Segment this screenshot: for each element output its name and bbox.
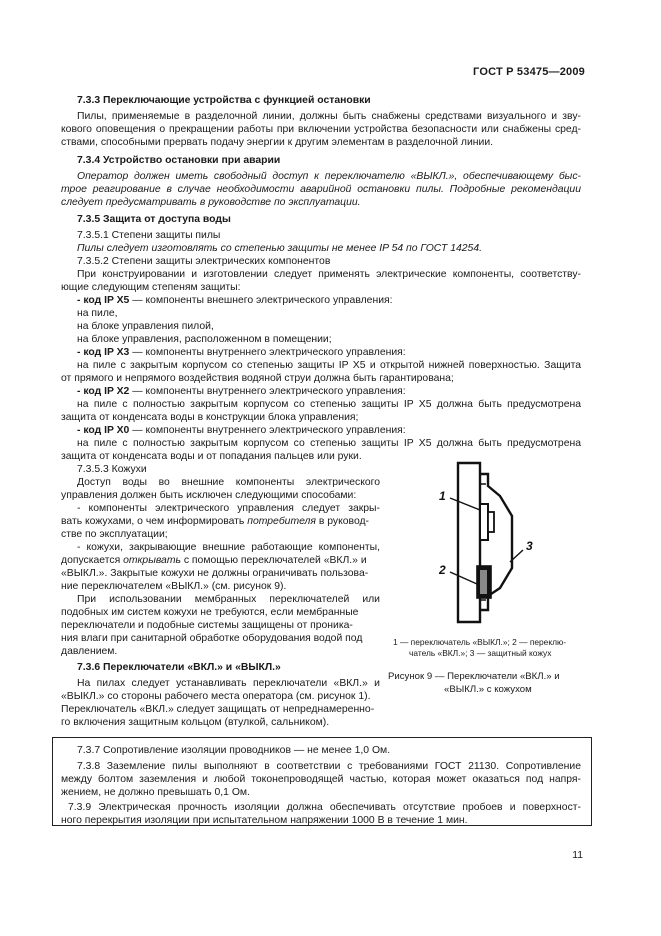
ip-x2-code: - код IP X2 [77, 386, 130, 397]
label-1: 1 [439, 489, 446, 503]
ip-x5-item: на блоке управления пилой, [77, 321, 214, 332]
label-2: 2 [439, 563, 446, 577]
section-7-3-8-line: между болтом заземления и любой токонепроводящей частью, которая может оказаться под напря- [61, 774, 581, 785]
off-switch-button [488, 512, 494, 532]
section-7-3-8-line: жением, не должно превышать 0,1 Ом. [61, 787, 250, 798]
casing-text: допускается [61, 555, 124, 566]
ip-x5-line [77, 295, 393, 307]
section-7-3-8-line: 7.3.8 Заземление пилы выполняют в соответствии с требованиями ГОСТ 21130. Сопротивление [77, 761, 581, 772]
ip-x3-text: от прямого и непрямого воздействия водяной струи должна быть гарантирована; [61, 373, 454, 384]
section-7-3-5-2-line: ющие следующим степеням защиты: [61, 282, 241, 293]
casing-line: «ВЫКЛ.». Закрытые кожухи не должны ограничивать пользова- [61, 568, 369, 579]
ip-x3-code: - код IP X3 [77, 347, 130, 358]
ip-x5-item: на пиле, [77, 308, 118, 319]
casing-line [61, 516, 369, 528]
casing-line: стве по эксплуатации; [61, 529, 168, 540]
label-3: 3 [526, 539, 533, 553]
ip-x2-desc: — компоненты внутреннего электрического управления: [129, 386, 406, 397]
casing-line: давлением. [61, 646, 118, 657]
section-7-3-6-title: 7.3.6 Переключатели «ВКЛ.» и «ВЫКЛ.» [77, 662, 281, 673]
casing-line: переключатели и подобные системы защищены от проника- [61, 620, 353, 631]
casing-line: При использовании мембранных переключателей или [77, 594, 380, 605]
ip-x3-line [77, 347, 406, 359]
ip-x0-desc: — компоненты внутреннего электрического управления: [129, 425, 406, 436]
section-7-3-4-line: трое реагирование в случае необходимости аварийной остановки пилы. Подробные рекомендации [61, 184, 581, 195]
figure-caption: «ВЫКЛ.» с кожухом [444, 684, 532, 695]
ip-x2-text: на пиле с полностью закрытым корпусом со степенью защиты IP X5 должна быть предусмотрена [77, 399, 581, 410]
section-7-3-5-2-title: 7.3.5.2 Степени защиты электрических компонентов [77, 256, 331, 267]
section-7-3-7: 7.3.7 Сопротивление изоляции проводников — не менее 1,0 Ом. [77, 745, 391, 756]
section-7-3-3-line: кового оповещения о прекращении работы при включении устройства безопасности или снабжены сред- [61, 124, 581, 135]
on-switch-face [480, 570, 487, 594]
ip-x2-text: защита от конденсата воды в конструкции блока управления; [61, 412, 359, 423]
ip-x0-line [77, 425, 406, 437]
section-7-3-3-title: 7.3.3 Переключающие устройства с функцией остановки [77, 95, 371, 106]
section-7-3-5-1-title: 7.3.5.1 Степени защиты пилы [77, 230, 221, 241]
casing-line: управления должен быть исключен следующими способами: [61, 490, 357, 501]
ip-x0-code: - код IP X0 [77, 425, 130, 436]
section-7-3-6-line: «ВЫКЛ.» со стороны рабочего места оператора (см. рисунок 1). [61, 691, 371, 702]
ip-x5-code: - код IP X5 [77, 295, 130, 306]
off-switch [480, 504, 488, 540]
section-7-3-3-line: ствами, способными прервать подачу энергии к другим элементам в разделочной линии. [61, 137, 494, 148]
figure-legend: 1 — переключатель «ВЫКЛ.»; 2 — переклю- [393, 637, 567, 647]
page-number: 11 [572, 850, 583, 861]
ip-x5-desc: — компоненты внешнего электрического управления: [129, 295, 393, 306]
casing-line: ние переключателем «ВЫКЛ.» (см. рисунок 9). [61, 581, 287, 592]
ip-x3-text: на пиле с закрытым корпусом со степенью защиты IP X5 и открытой нижней поверхностью. Защита [77, 360, 581, 371]
section-7-3-4-line: Оператор должен иметь свободный доступ к переключателю «ВЫКЛ.», обеспечивающему быс- [77, 171, 581, 182]
section-7-3-5-2-line: При конструировании и изготовлении следует применять электрические компоненты, соответству- [77, 269, 581, 280]
ip-x5-item: на блоке управления, расположенном в помещении; [77, 334, 332, 345]
consumer-term: потребителя [247, 516, 316, 527]
section-7-3-6-line: го включения защитным кольцом (втулкой, сальником). [61, 717, 330, 728]
ip-x2-line [77, 386, 406, 398]
casing-line: - компоненты электрического управления следует закры- [77, 503, 380, 514]
ip-x0-text: защита от конденсата воды и от попадания пальцев или руки. [61, 451, 362, 462]
section-7-3-9-line: 7.3.9 Электрическая прочность изоляции должна обеспечивать отсутствие пробоев и поверхност- [68, 802, 581, 813]
casing-line [61, 555, 367, 567]
section-7-3-4-title: 7.3.4 Устройство остановки при аварии [77, 155, 281, 166]
figure-legend: чатель «ВКЛ.»; 3 — защитный кожух [409, 648, 552, 658]
casing-line: Доступ воды во внешние компоненты электрического [77, 477, 380, 488]
section-7-3-9-line: ного перекрытия изоляции при испытательном напряжении 1000 В в течение 1 мин. [61, 815, 468, 826]
section-7-3-5-3-title: 7.3.5.3 Кожухи [77, 464, 147, 475]
casing-text: в руковод- [315, 516, 370, 527]
section-7-3-6-line: На пилах следует устанавливать переключатели «ВКЛ.» и [77, 678, 380, 689]
ip-x3-desc: — компоненты внутреннего электрического управления: [129, 347, 406, 358]
document-code: ГОСТ Р 53475—2009 [473, 66, 585, 78]
casing-line: ния влаги при санитарной обработке оборудования водой под [61, 633, 363, 644]
casing-line: - кожухи, закрывающие внешние работающие компоненты, [77, 542, 380, 553]
section-7-3-4-line: следует предусматривать в руководстве по эксплуатации. [61, 197, 361, 208]
ip-x0-text: на пиле с полностью закрытым корпусом со степенью защиты IP X5 должна быть предусмотрена [77, 438, 581, 449]
section-7-3-3-line: Пилы, применяемые в разделочной линии, должны быть снабжены средствами визуального и зву- [77, 111, 581, 122]
casing-text: с помощью переключателей «ВКЛ.» и [180, 555, 367, 566]
section-7-3-6-line: Переключатель «ВКЛ.» следует защищать от непреднамеренно- [61, 704, 375, 715]
section-7-3-5-1-text: Пилы следует изготовлять со степенью защиты не менее IP 54 по ГОСТ 14254. [77, 243, 482, 254]
casing-text: вать кожухами, о чем информировать [61, 516, 248, 527]
figure-9-drawing [420, 460, 560, 632]
open-term: открывать [123, 555, 181, 566]
section-7-3-5-title: 7.3.5 Защита от доступа воды [77, 214, 231, 225]
figure-caption: Рисунок 9 — Переключатели «ВКЛ.» и [388, 671, 560, 682]
casing-line: подобных им систем кожухи не требуются, если мембранные [61, 607, 359, 618]
